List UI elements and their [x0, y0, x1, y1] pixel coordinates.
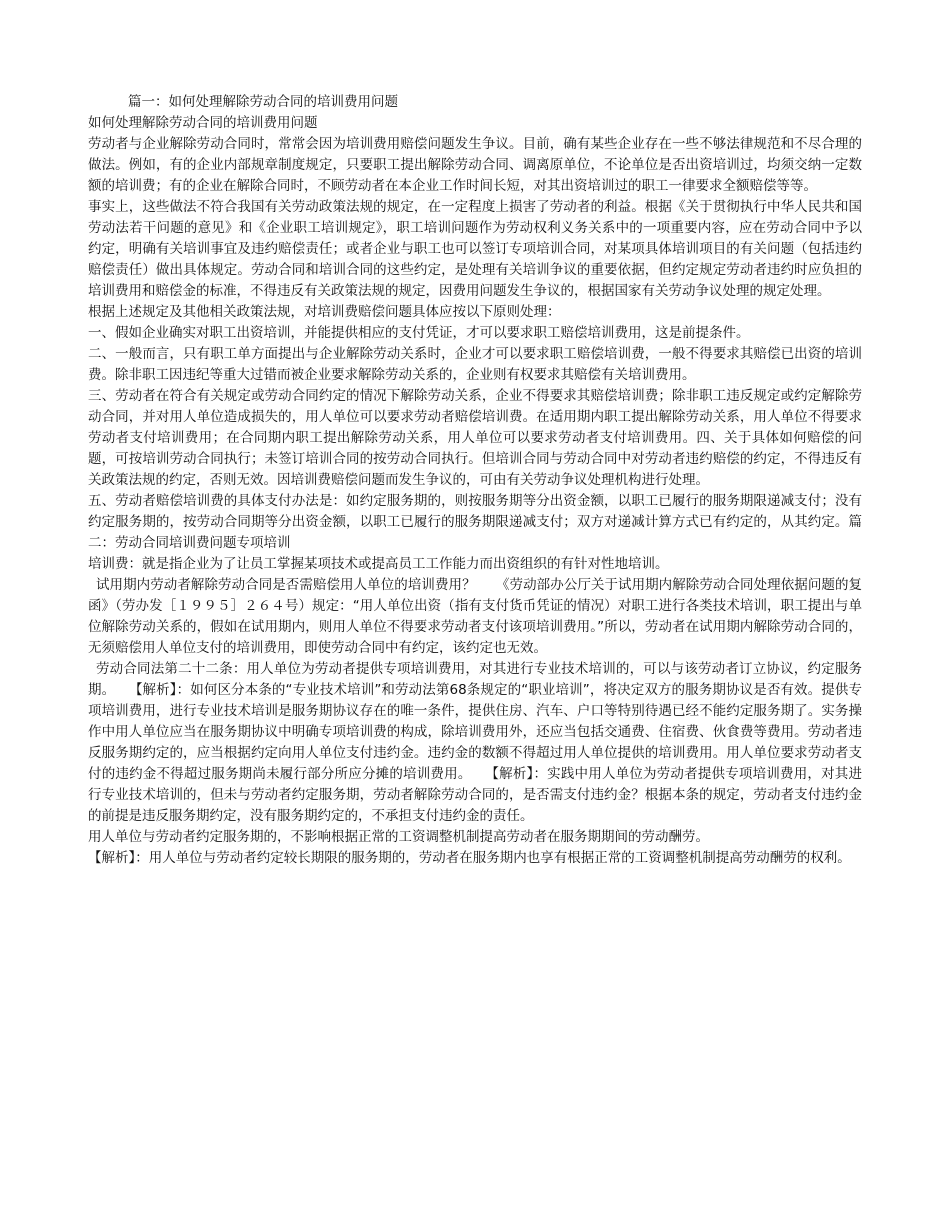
document-subheading: 如何处理解除劳动合同的培训费用问题 [88, 115, 318, 131]
paragraph-policy: 事实上，这些做法不符合我国有关劳动政策法规的规定，在一定程度上损害了劳动者的利益。根据《关于贯彻执行中华人民共和国劳动法若干问题的意见》和《企业职工培训规定》，职工培训问题作为劳动权利义务关系中的一项重要内容，应在劳动合同中予以约定，明确有关培训事宜及违约赔偿责任；或者企业与职工也可以签订专项培训合同，对某项具体培训项目的有关问题（包括违约赔偿责任）做出具体规定。劳动合同和培训合同的这些约定，是处理有关培训争议的重要依据，但约定规定劳动者违约时应负担的培训费用和赔偿金的标准，不得违反有关政策法规的规定，因费用问题发生争议的，根据国家有关劳动争议处理的规定处理。 [88, 199, 862, 299]
paragraph-principle-2: 二、一般而言，只有职工单方面提出与企业解除劳动关系时，企业才可以要求职工赔偿培训费，一般不得要求其赔偿已出资的培训费。除非职工因违纪等重大过错而被企业要求解除劳动关系的，企业则有权要求其赔偿有关培训费用。 [88, 346, 862, 383]
paragraph-principle-1: 一、假如企业确实对职工出资培训，并能提供相应的支付凭证，才可以要求职工赔偿培训费用，这是前提条件。 [88, 325, 750, 341]
document-heading: 篇一：如何处理解除劳动合同的培训费用问题 [128, 94, 398, 110]
paragraph-principle-3-4: 三、劳动者在符合有关规定或劳动合同约定的情况下解除劳动关系，企业不得要求其赔偿培训费；除非职工违反规定或约定解除劳动合同，并对用人单位造成损失的，用人单位可以要求劳动者赔偿培训费。在适用期内职工提出解除劳动关系，用人单位不得要求劳动者支付培训费用；在合同期内职工提出解除劳动关系，用人单位可以要求劳动者支付培训费用。四、关于具体如何赔偿的问题，可按培训劳动合同执行；未签订培训合同的按劳动合同执行。但培训合同与劳动合同中对劳动者违约赔偿的约定，不得违反有关政策法规的约定，否则无效。因培训费赔偿问题而发生争议的，可由有关劳动争议处理机构进行处理。 [88, 388, 862, 488]
document-body [88, 92, 862, 869]
paragraph-principles-lead: 根据上述规定及其他相关政策法规，对培训费赔偿问题具体应按以下原则处理： [88, 304, 561, 320]
paragraph-intro: 劳动者与企业解除劳动合同时，常常会因为培训费用赔偿问题发生争议。目前，确有某些企业存在一些不够法律规范和不尽合理的做法。例如，有的企业内部规章制度规定，只要职工提出解除劳动合同、调离原单位，不论单位是否出资培训过，均须交纳一定数额的培训费；有的企业在解除合同时，不顾劳动者在本企业工作时间长短，对其出资培训过的职工一律要求全额赔偿等等。 [88, 136, 862, 194]
paragraph-principle-5: 五、劳动者赔偿培训费的具体支付办法是：如约定服务期的，则按服务期等分出资金额，以职工已履行的服务期限递减支付；没有约定服务期的，按劳动合同期等分出资金额，以职工已履行的服务期限递减支付；双方对递减计算方式已有约定的，从其约定。篇二：劳动合同培训费问题专项培训 [88, 493, 862, 551]
paragraph-training-definition: 培训费：就是指企业为了让员工掌握某项技术或提高员工工作能力而出资组织的有针对性地培训。 [88, 556, 669, 572]
paragraph-salary-adjustment: 用人单位与劳动者约定服务期的，不影响根据正常的工资调整机制提高劳动者在服务期期间的劳动酬劳。 [88, 829, 709, 845]
paragraph-final-analysis: 【解析】：用人单位与劳动者约定较长期限的服务期的，劳动者在服务期内也享有根据正常的工资调整机制提高劳动酬劳的权利。 [88, 850, 851, 866]
paragraph-probation: 试用期内劳动者解除劳动合同是否需赔偿用人单位的培训费用？ 《劳动部办公厅关于试用期内解除劳动合同处理依据问题的复函》（劳办发［１９９５］２６４号）规定：“用人单位出资（指有支付货币凭证的情况）对职工进行各类技术培训，职工提出与单位解除劳动关系的，假如在试用期内，则用人单位不得要求劳动者支付该项培训费用。”所以，劳动者在试用期内解除劳动合同的，无须赔偿用人单位支付的培训费用，即使劳动合同中有约定，该约定也无效。 [88, 577, 862, 656]
paragraph-article-22: 劳动合同法第二十二条：用人单位为劳动者提供专项培训费用，对其进行专业技术培训的，可以与该劳动者订立协议，约定服务期。 【解析】：如何区分本条的“专业技术培训”和劳动法第68条规定的“职业培训”，将决定双方的服务期协议是否有效。提供专项培训费用，进行专业技术培训是服务期协议存在的唯一条件，提供住房、汽车、户口等特别待遇已经不能约定服务期了。实务操作中用人单位应当在服务期协议中明确专项培训费的构成，除培训费用外，还应当包括交通费、住宿费、伙食费等费用。劳动者违反服务期约定的，应当根据约定向用人单位支付违约金。违约金的数额不得超过用人单位提供的培训费用。用人单位要求劳动者支付的违约金不得超过服务期尚未履行部分所应分摊的培训费用。 【解析】：实践中用人单位为劳动者提供专项培训费用，对其进行专业技术培训的，但未与劳动者约定服务期，劳动者解除劳动合同的，是否需支付违约金？根据本条的规定，劳动者支付违约金的前提是违反服务期约定，没有服务期约定的，不承担支付违约金的责任。 [88, 661, 862, 824]
